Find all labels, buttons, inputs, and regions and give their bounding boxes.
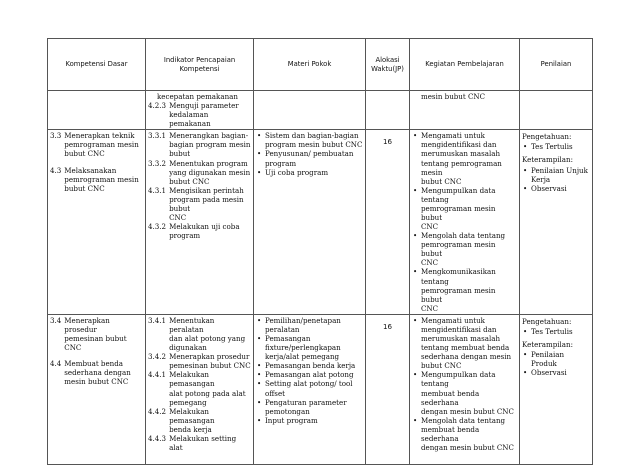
indikator-item-number: 3.4.2 — [148, 352, 167, 362]
keterampilan-item-list — [522, 350, 590, 377]
indikator-item-number: 4.4.1 — [148, 370, 167, 380]
cont-kegiatan-cell — [410, 91, 520, 130]
kegiatan-item: • Mengumpulkan data tentang pemrograman mesin bubut CNC — [412, 186, 517, 231]
indikator-item — [148, 316, 251, 352]
materi-item: • Input program — [256, 416, 363, 425]
kegiatan-item-list — [412, 131, 517, 313]
keterampilan-item-list — [522, 166, 590, 193]
materi-item-list — [256, 316, 363, 425]
pengetahuan-item-list — [522, 142, 590, 151]
materi-cell — [254, 314, 366, 464]
table-row — [48, 130, 593, 315]
indikator-item-text: Menerangkan bagian- bagian program mesin bubut — [169, 131, 251, 159]
table-row — [48, 314, 593, 464]
kd-cell — [48, 314, 146, 464]
kd-item — [50, 131, 143, 158]
materi-item: • Setting alat potong/ tool offset — [256, 379, 363, 397]
keterampilan-item: • Observasi — [522, 368, 590, 377]
keterampilan-item: • Observasi — [522, 184, 590, 193]
alokasi-cell: 16 — [366, 130, 410, 315]
keterampilan-item: • Penilaian Unjuk Kerja — [522, 166, 590, 184]
pengetahuan-item: • Tes Tertulis — [522, 327, 590, 336]
cont-kegiatan-line: mesin bubut CNC — [421, 92, 486, 101]
indikator-item-number: 3.4.1 — [148, 315, 167, 325]
header-row — [48, 39, 593, 91]
materi-item: • Pemasangan alat potong — [256, 370, 363, 379]
kd-item — [50, 166, 143, 193]
keterampilan-label: Keterampilan: — [522, 340, 573, 350]
indikator-item — [148, 159, 251, 186]
indikator-item-number: 3.3.1 — [148, 131, 167, 141]
indikator-item-number: 4.4.3 — [148, 433, 167, 443]
keterampilan-item: • Penilaian Produk — [522, 350, 590, 368]
kd-item — [50, 316, 143, 352]
indikator-item — [148, 186, 251, 222]
cont-indikator-line: kecepatan pemakanan — [157, 92, 238, 101]
indikator-cell — [146, 130, 254, 315]
kd-item-text: Menerapkan teknik pemrograman mesin bubut CNC — [64, 131, 139, 159]
indikator-item-text: Menentukan program yang digunakan mesin bubut CNC — [169, 158, 251, 186]
indikator-item — [148, 370, 251, 406]
indikator-item-text: Melakukan pemasangan benda kerja — [169, 406, 215, 434]
kegiatan-item: • Mengamati untuk mengidentifikasi dan merumuskan masalah tentang pemrograman mesin bubut CNC — [412, 131, 517, 185]
kegiatan-item: • Mengkomunikasikan tentang pemrograman mesin bubut CNC — [412, 267, 517, 312]
indikator-item — [148, 222, 251, 240]
keterampilan-label: Keterampilan: — [522, 155, 573, 165]
kd-item-number: 3.4 — [50, 315, 62, 325]
pengetahuan-label: Pengetahuan: — [522, 316, 572, 326]
materi-item: • Sistem dan bagian-bagian program mesin bubut CNC — [256, 131, 363, 149]
indikator-item — [148, 434, 251, 452]
kegiatan-item: • Mengumpulkan data tentang membuat benda sederhana dengan mesin bubut CNC — [412, 370, 517, 415]
materi-item-list — [256, 131, 363, 176]
indikator-item-text: Menentukan peralatan dan alat potong yang digunakan — [169, 315, 246, 353]
materi-cell — [254, 130, 366, 315]
kd-cell — [48, 130, 146, 315]
kd-item — [50, 359, 143, 386]
indikator-item — [148, 131, 251, 158]
header-penilaian: Penilaian — [520, 39, 593, 91]
continuation-row — [48, 91, 593, 130]
kegiatan-item: • Mengolah data tentang pemrograman mesin bubut CNC — [412, 231, 517, 267]
syllabus-table — [47, 38, 593, 465]
indikator-item-text: Menerapkan prosedur pemesinan bubut CNC — [169, 352, 251, 371]
materi-item: • Penyusunan/ pembuatan program — [256, 149, 363, 167]
indikator-item-text: Melakukan pemasangan alat potong pada alat pemegang — [169, 370, 246, 407]
materi-item: • Pemasangan benda kerja — [256, 361, 363, 370]
cont-alokasi-cell — [366, 91, 410, 130]
cont-kd-cell — [48, 91, 146, 130]
cont-materi-cell — [254, 91, 366, 130]
indikator-item-number: 3.3.2 — [148, 158, 167, 168]
kd-item-number: 4.4 — [50, 359, 62, 369]
indikator-item-text: Melakukan setting alat — [169, 433, 237, 452]
materi-item: • Uji coba program — [256, 168, 363, 177]
pengetahuan-item: • Tes Tertulis — [522, 142, 590, 151]
kd-item-number: 3.3 — [50, 131, 62, 141]
kegiatan-item-list — [412, 316, 517, 452]
materi-item: • Pengaturan parameter pemotongan — [256, 398, 363, 416]
penilaian-cell — [520, 130, 593, 315]
kd-item-number: 4.3 — [50, 165, 62, 175]
indikator-item — [148, 407, 251, 434]
alokasi-cell: 16 — [366, 314, 410, 464]
spacer — [50, 159, 143, 166]
indikator-cell — [146, 314, 254, 464]
kegiatan-item: • Mengamati untuk mengidentifikasi dan merumuskan masalah tentang membuat benda sederhana dengan mesin bubut CNC — [412, 316, 517, 370]
materi-item: • Pemilihan/penetapan peralatan — [256, 316, 363, 334]
header-kompetensi-dasar: Kompetensi Dasar — [48, 39, 146, 91]
cont-indikator-cell — [146, 91, 254, 130]
pengetahuan-label: Pengetahuan: — [522, 132, 572, 142]
kegiatan-cell — [410, 314, 520, 464]
kd-item-text: Menerapkan prosedur pemesinan bubut CNC — [64, 315, 127, 353]
kd-item-text: Membuat benda sederhana dengan mesin bubut CNC — [64, 359, 131, 387]
materi-item: • Pemasangan fixture/perlengkapan kerja/alat pemegang — [256, 334, 363, 361]
indikator-item — [148, 352, 251, 370]
header-kegiatan: Kegiatan Pembelajaran — [410, 39, 520, 91]
indikator-item-text: Melakukan uji coba program — [169, 222, 240, 241]
kd-item-text: Melaksanakan pemrograman mesin bubut CNC — [64, 165, 139, 193]
header-materi-pokok: Materi Pokok — [254, 39, 366, 91]
kegiatan-cell — [410, 130, 520, 315]
indikator-item-text: Mengisikan perintah program pada mesin bubut CNC — [169, 185, 244, 223]
header-indikator: Indikator Pencapaian Kompetensi — [146, 39, 254, 91]
header-alokasi: Alokasi Waktu(JP) — [366, 39, 410, 91]
kegiatan-item: • Mengolah data tentang membuat benda sederhana dengan mesin bubut CNC — [412, 416, 517, 452]
spacer — [50, 352, 143, 359]
indikator-item-number: 4.3.1 — [148, 185, 167, 195]
indikator-item-number: 4.3.2 — [148, 222, 167, 232]
pengetahuan-item-list — [522, 327, 590, 336]
cont-indikator-item: 4.2.3 Menguji parameter kedalaman pemakanan — [148, 101, 239, 129]
cont-penilaian-cell — [520, 91, 593, 130]
indikator-item-number: 4.4.2 — [148, 406, 167, 416]
penilaian-cell — [520, 314, 593, 464]
